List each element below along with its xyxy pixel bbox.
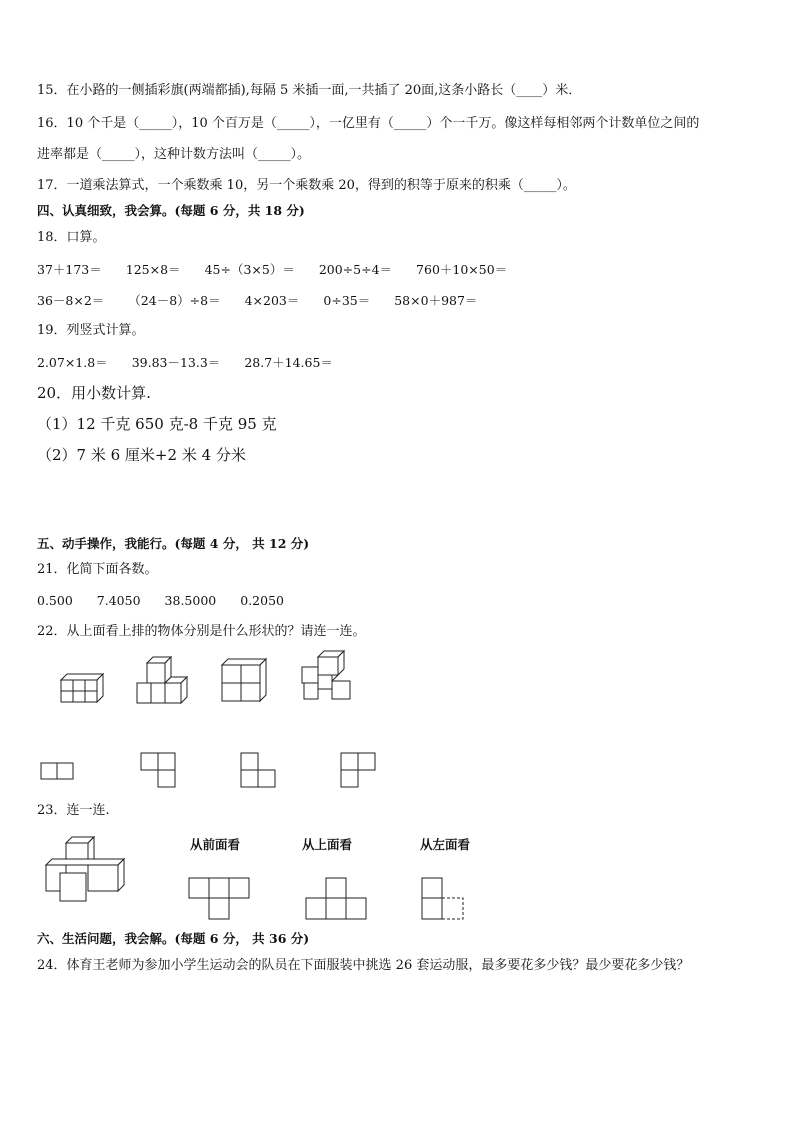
- question-21: 21．化简下面各数。: [37, 562, 158, 577]
- view-label-front: 从前面看: [190, 837, 241, 852]
- number-item: 38.5000: [164, 593, 217, 608]
- view-shape-b: [140, 752, 176, 788]
- q19-row: [37, 353, 357, 371]
- view-shape-d: [340, 752, 376, 788]
- view-shape-c: [240, 752, 276, 788]
- question-17: 17．一道乘法算式，一个乘数乘 10，另一个乘数乘 20，得到的积等于原来的积乘（_____）。: [37, 178, 576, 193]
- number-item: 0.2050: [240, 593, 284, 608]
- view-label-left: 从左面看: [420, 837, 471, 852]
- calc-item: 45÷（3×5）＝: [204, 262, 295, 277]
- cube-figure-2: [135, 655, 190, 705]
- section-5-heading: 五、动手操作，我能行。(每题 4 分， 共 12 分): [37, 536, 310, 551]
- question-20: 20．用小数计算.: [37, 384, 151, 402]
- question-18: 18．口算。: [37, 230, 106, 245]
- question-19: 19．列竖式计算。: [37, 323, 145, 338]
- calc-item: 2.07×1.8＝: [37, 355, 108, 370]
- calc-item: 36－8×2＝: [37, 293, 105, 308]
- question-16-line2: 进率都是（_____），这种计数方法叫（_____）。: [37, 147, 311, 162]
- question-23: 23．连一连.: [37, 803, 110, 818]
- calc-item: （24－8）÷8＝: [128, 293, 221, 308]
- section-6-heading: 六、生活问题，我会解。(每题 6 分， 共 36 分): [37, 931, 310, 946]
- question-20-part-1: （1）12 千克 650 克-8 千克 95 克: [37, 415, 277, 433]
- question-24: 24．体育王老师为参加小学生运动会的队员在下面服装中挑选 26 套运动服，最多要花多少钱？最少要花多少钱？: [37, 958, 690, 973]
- calc-item: 760＋10×50＝: [416, 262, 508, 277]
- q18-row-1: [37, 260, 531, 278]
- view-label-top: 从上面看: [302, 837, 353, 852]
- cube-figure-4: [300, 651, 355, 703]
- front-view-shape: [188, 877, 250, 920]
- cube-figure-3: [220, 657, 268, 703]
- calc-item: 200÷5÷4＝: [318, 262, 393, 277]
- calc-item: 4×203＝: [244, 293, 300, 308]
- top-view-shape: [305, 877, 367, 920]
- calc-item: 39.83－13.3＝: [131, 355, 221, 370]
- q18-row-2: [37, 291, 501, 309]
- calc-item: 28.7＋14.65＝: [244, 355, 333, 370]
- calc-item: 58×0＋987＝: [394, 293, 478, 308]
- calc-item: 125×8＝: [125, 262, 181, 277]
- section-4-heading: 四、认真细致，我会算。(每题 6 分，共 18 分): [37, 203, 305, 218]
- calc-item: 37＋173＝: [37, 262, 102, 277]
- view-shape-a: [40, 762, 74, 780]
- question-22: 22．从上面看上排的物体分别是什么形状的？请连一连。: [37, 624, 366, 639]
- question-20-part-2: （2）7 米 6 厘米+2 米 4 分米: [37, 446, 246, 464]
- number-item: 7.4050: [96, 593, 141, 608]
- q21-row: [37, 593, 308, 608]
- left-view-shape: [421, 877, 466, 920]
- solid-figure: [42, 835, 127, 903]
- cube-figure-1: [55, 668, 105, 706]
- question-16-line1: 16．10 个千是（_____），10 个百万是（_____），一亿里有（_____）个一千万。像这样每相邻两个计数单位之间的: [37, 116, 700, 131]
- question-15: 15．在小路的一侧插彩旗(两端都插),每隔 5 米插一面,一共插了 20面,这条小路长（____）米．: [37, 83, 582, 98]
- calc-item: 0÷35＝: [323, 293, 371, 308]
- number-item: 0.500: [37, 593, 73, 608]
